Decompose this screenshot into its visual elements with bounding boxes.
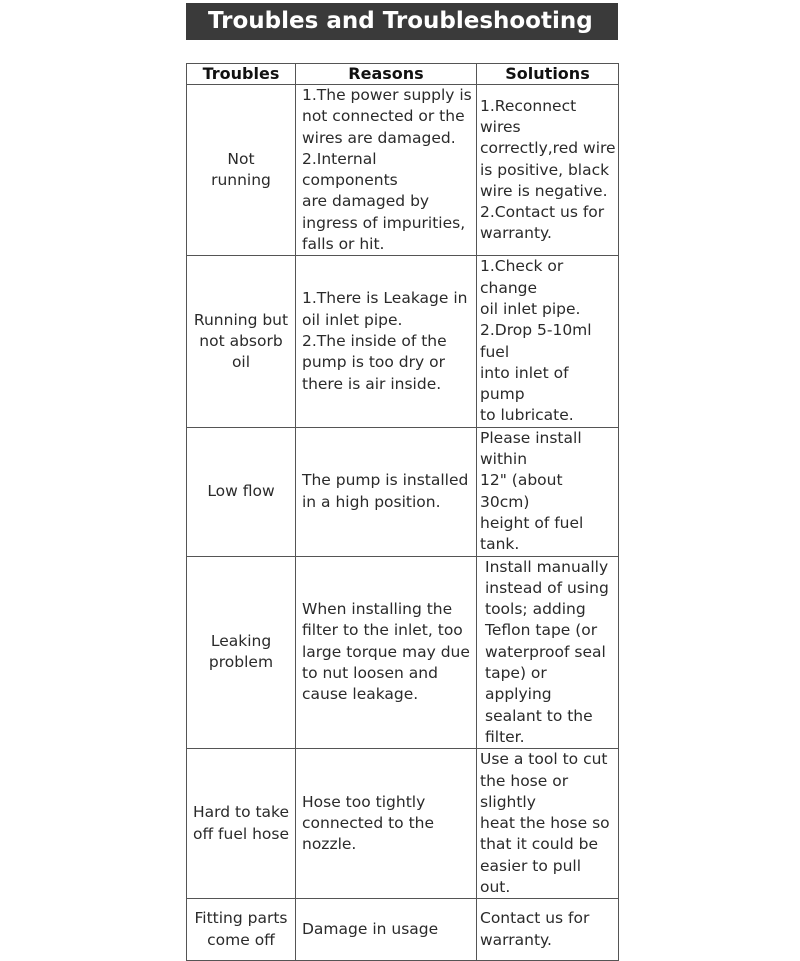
reason-cell: 1.There is Leakage in oil inlet pipe. 2.The inside of the pump is too dry or there is air inside.: [296, 256, 477, 427]
table-row: [187, 749, 619, 899]
trouble-cell: Leaking problem: [187, 556, 296, 749]
reason-cell: 1.The power supply is not connected or the wires are damaged. 2.Internal components are damaged by ingress of impurities, falls or hit.: [296, 85, 477, 256]
reason-cell: Hose too tightly connected to the nozzle.: [296, 749, 477, 899]
header-solutions: Solutions: [477, 64, 619, 85]
troubleshooting-table: [186, 63, 619, 961]
table-row: [187, 427, 619, 556]
solution-cell: Use a tool to cut the hose or slightly heat the hose so that it could be easier to pull out.: [477, 749, 619, 899]
reason-cell: The pump is installed in a high position.: [296, 427, 477, 556]
reason-cell: Damage in usage: [296, 899, 477, 961]
header-troubles: Troubles: [187, 64, 296, 85]
solution-cell: 1.Check or change oil inlet pipe. 2.Drop 5-10ml fuel into inlet of pump to lubricate.: [477, 256, 619, 427]
header-reasons: Reasons: [296, 64, 477, 85]
trouble-cell: Hard to take off fuel hose: [187, 749, 296, 899]
table-row: [187, 899, 619, 961]
reason-cell: When installing the filter to the inlet, too large torque may due to nut loosen and cause leakage.: [296, 556, 477, 749]
solution-cell: Install manually instead of using tools; adding Teflon tape (or waterproof seal tape) or applying sealant to the filter.: [477, 556, 619, 749]
solution-cell: Please install within 12" (about 30cm) height of fuel tank.: [477, 427, 619, 556]
trouble-cell: Running but not absorb oil: [187, 256, 296, 427]
trouble-cell: Not running: [187, 85, 296, 256]
trouble-cell: Fitting parts come off: [187, 899, 296, 961]
solution-cell: Contact us for warranty.: [477, 899, 619, 961]
table-header-row: [187, 64, 619, 85]
table-row: [187, 256, 619, 427]
page-title: Troubles and Troubleshooting: [186, 3, 618, 40]
solution-cell: 1.Reconnect wires correctly,red wire is positive, black wire is negative. 2.Contact us for warranty.: [477, 85, 619, 256]
table-row: [187, 85, 619, 256]
trouble-cell: Low flow: [187, 427, 296, 556]
table-row: [187, 556, 619, 749]
